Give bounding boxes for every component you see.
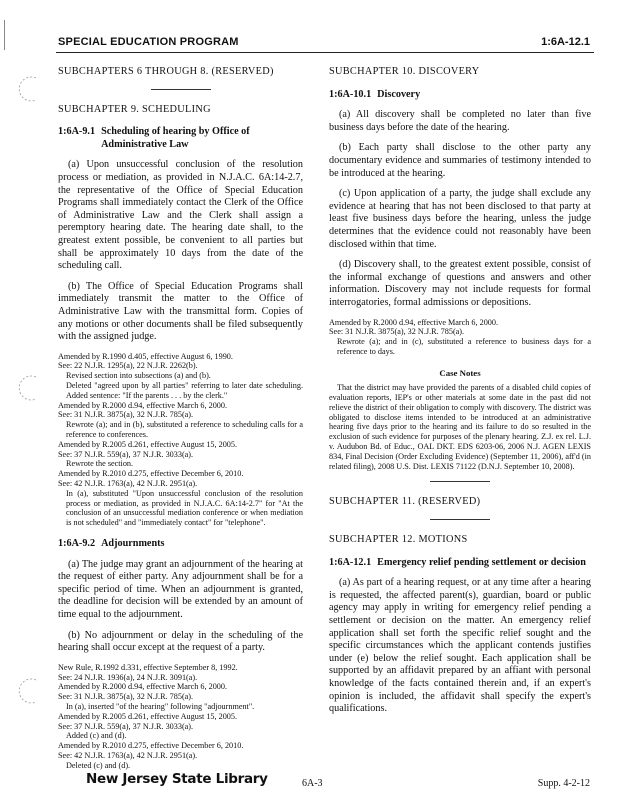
history-line: Amended by R.2000 d.94, effective March 6, 2000. — [58, 400, 228, 410]
section-heading — [329, 557, 591, 570]
history-line: Amended by R.1990 d.405, effective August 6, 1990. — [58, 351, 233, 361]
history-line: Amended by R.2000 d.94, effective March 6, 2000. — [329, 317, 499, 327]
history-line: Amended by R.2000 d.94, effective March 6, 2000. — [58, 682, 228, 692]
history-line: See: 42 N.J.R. 1763(a), 42 N.J.R. 2951(a). — [58, 750, 198, 760]
paragraph: (a) As part of a hearing request, or at any time after a hearing is requested, the affected parent(s), guardian, board or public agency may apply in writing for emergency relief pending a settlement or decision on the matter. An emergency relief application shall set forth the specific relief sought and the specific circumstances which the applicant contends justifies under (e) below the relief sought. Each application shall be supported by an affidavit prepared by an affiant with personal knowledge of the facts contained therein and, if an expert's opinion is included, the affidavit shall specify the expert's qualifications. — [329, 577, 591, 715]
header-rule — [56, 52, 594, 53]
paragraph: (d) Discovery shall, to the greatest extent possible, consist of the informal exchange of questions and answers and other information. Discovery may not include requests for formal interrogatories, formal admissions or depositions. — [329, 259, 591, 308]
section-number: 1:6A-12.1 — [329, 556, 372, 568]
history-line: See: 24 N.J.R. 1936(a), 24 N.J.R. 3091(a). — [58, 672, 198, 682]
supplement-date: Supp. 4-2-12 — [537, 778, 590, 789]
case-note: That the district may have provided the parents of a disabled child copies of evaluation reports, IEP's or other materials at some date in the past did not relieve the district of their obligation to comply with discovery. The district was obligated to disclose items intended to be introduced at an administrative hearing five days prior to the hearing and its failure to do so resulted in the exclusion of such evidence for purposes of the plenary hearing. Z.J. ex rel. L.J. v. Audubon Bd. of Educ., OAL DKT. EDS 6203-06, 2006 N.J. AGEN LEXIS 834, Final Decision (Order Excluding Evidence) (September 11, 2006), aff'd (in related filing), 2008 U.S. Dist. LEXIS 71122 (D.N.J. September 10, 2008). — [329, 383, 591, 471]
history-line: See: 37 N.J.R. 559(a), 37 N.J.R. 3033(a). — [58, 449, 194, 459]
subchapter-heading: SUBCHAPTERS 6 THROUGH 8. (RESERVED) — [58, 66, 274, 77]
section-title: Scheduling of hearing by Office of Administrative Law — [101, 126, 250, 150]
history-notes — [58, 352, 303, 528]
section-divider — [151, 89, 211, 90]
history-line: Deleted "agreed upon by all parties" referring to later date scheduling. Added sentence: "If the parents . . . by the clerk." — [66, 381, 303, 400]
running-header-section: 1:6A-12.1 — [541, 36, 590, 48]
section-title: Discovery — [377, 88, 421, 100]
history-notes — [58, 663, 303, 771]
subchapter-heading: SUBCHAPTER 9. SCHEDULING — [58, 103, 211, 115]
history-line: Amended by R.2010 d.275, effective December 6, 2010. — [58, 469, 244, 479]
left-column — [58, 62, 303, 781]
section-number: 1:6A-10.1 — [329, 88, 372, 100]
history-line: See: 31 N.J.R. 3875(a), 32 N.J.R. 785(a). — [329, 327, 465, 337]
subchapter-heading: SUBCHAPTER 12. MOTIONS — [329, 534, 468, 546]
scan-edge-mark — [4, 20, 5, 50]
case-notes-heading: Case Notes — [439, 367, 481, 378]
section-title: Adjournments — [101, 538, 165, 550]
section-number: 1:6A-9.2 — [58, 538, 96, 550]
paragraph: (a) All discovery shall be completed no later than five business days before the date of the hearing. — [329, 109, 591, 133]
history-line: Amended by R.2005 d.261, effective August 15, 2005. — [58, 439, 238, 449]
section-divider — [430, 481, 490, 482]
history-line: See: 22 N.J.R. 1295(a), 22 N.J.R. 2262(b). — [58, 361, 198, 371]
paragraph: (b) Each party shall disclose to the other party any documentary evidence and summaries of testimony intended to be introduced at the hearing. — [329, 142, 591, 179]
history-line: See: 31 N.J.R. 3875(a), 32 N.J.R. 785(a). — [58, 692, 194, 702]
section-heading — [58, 126, 303, 151]
paragraph: (c) Upon application of a party, the judge shall exclude any evidence at hearing that has not been disclosed to that party at least five business days before the hearing, unless the judge determines that the evidence could not reasonably have been disclosed within that time. — [329, 188, 591, 250]
punch-hole-icon — [14, 676, 44, 706]
history-line: Revised section into subsections (a) and (b). — [66, 371, 211, 381]
paragraph: (b) No adjournment or delay in the scheduling of the hearing shall occur except at the request of a party. — [58, 629, 303, 654]
history-line: In (a), inserted "of the hearing" following "adjournment". — [66, 701, 255, 711]
history-line: New Rule, R.1992 d.331, effective September 8, 1992. — [58, 662, 238, 672]
paragraph: (b) The Office of Special Education Programs shall immediately transmit the matter to the Office of Administrative Law with the transmittal form. Copies of any motions or other documents shall be filed subsequently with the assigned judge. — [58, 280, 303, 343]
punch-hole-icon — [14, 373, 44, 403]
running-header-title: SPECIAL EDUCATION PROGRAM — [58, 36, 239, 48]
subchapter-heading: SUBCHAPTER 10. DISCOVERY — [329, 66, 480, 77]
section-heading — [329, 89, 591, 102]
history-line: Amended by R.2005 d.261, effective August 15, 2005. — [58, 711, 238, 721]
history-line: Amended by R.2010 d.275, effective December 6, 2010. — [58, 741, 244, 751]
section-number: 1:6A-9.1 — [58, 126, 96, 138]
history-line: Rewrote (a); and in (b), substituted a reference to scheduling calls for a reference to conferences. — [66, 420, 303, 440]
history-notes — [329, 318, 591, 357]
history-line: See: 31 N.J.R. 3875(a), 32 N.J.R. 785(a). — [58, 410, 194, 420]
section-divider — [430, 519, 490, 520]
section-title: Emergency relief pending settlement or decision — [377, 556, 586, 568]
history-line: In (a), substituted "Upon unsuccessful conclusion of the resolution process or mediation, as provided in N.J.A.C. 6A:14-2.7" for "At the conclusion of an unsuccessful mediation conference or when mediation is not scheduled" and "immediately contact" for "telephone". — [66, 488, 303, 528]
right-column — [329, 62, 591, 724]
subchapter-heading: SUBCHAPTER 11. (RESERVED) — [329, 496, 481, 508]
section-heading — [58, 538, 303, 551]
history-line: See: 37 N.J.R. 559(a), 37 N.J.R. 3033(a). — [58, 721, 194, 731]
punch-hole-icon — [14, 74, 44, 104]
library-logo: New Jersey State Library — [86, 771, 268, 787]
history-line: See: 42 N.J.R. 1763(a), 42 N.J.R. 2951(a). — [58, 479, 198, 489]
history-line: Rewrote (a); and in (c), substituted a reference to business days for a reference to days. — [337, 337, 591, 356]
paragraph: (a) Upon unsuccessful conclusion of the resolution process or mediation, as provided in N.J.A.C. 6A:14-2.7, the representative of the Office of Special Education Programs shall immediately contact the Clerk of the Office of Administrative Law and the Clerk shall assign a peremptory hearing date. The hearing date shall, to the greatest extent possible, be convenient to all parties but shall be approximately 10 days from the date of the scheduling call. — [58, 159, 303, 272]
history-line: Deleted (c) and (d). — [66, 760, 131, 770]
history-line: Added (c) and (d). — [66, 731, 127, 741]
history-line: Rewrote the section. — [66, 459, 134, 469]
page-number: 6A-3 — [302, 778, 323, 789]
paragraph: (a) The judge may grant an adjournment of the hearing at the request of either party. Any adjournment shall be for a specific period of time. When an adjournment is granted, the deadline for decision will be extended by an amount of time equal to the adjournment. — [58, 558, 303, 620]
